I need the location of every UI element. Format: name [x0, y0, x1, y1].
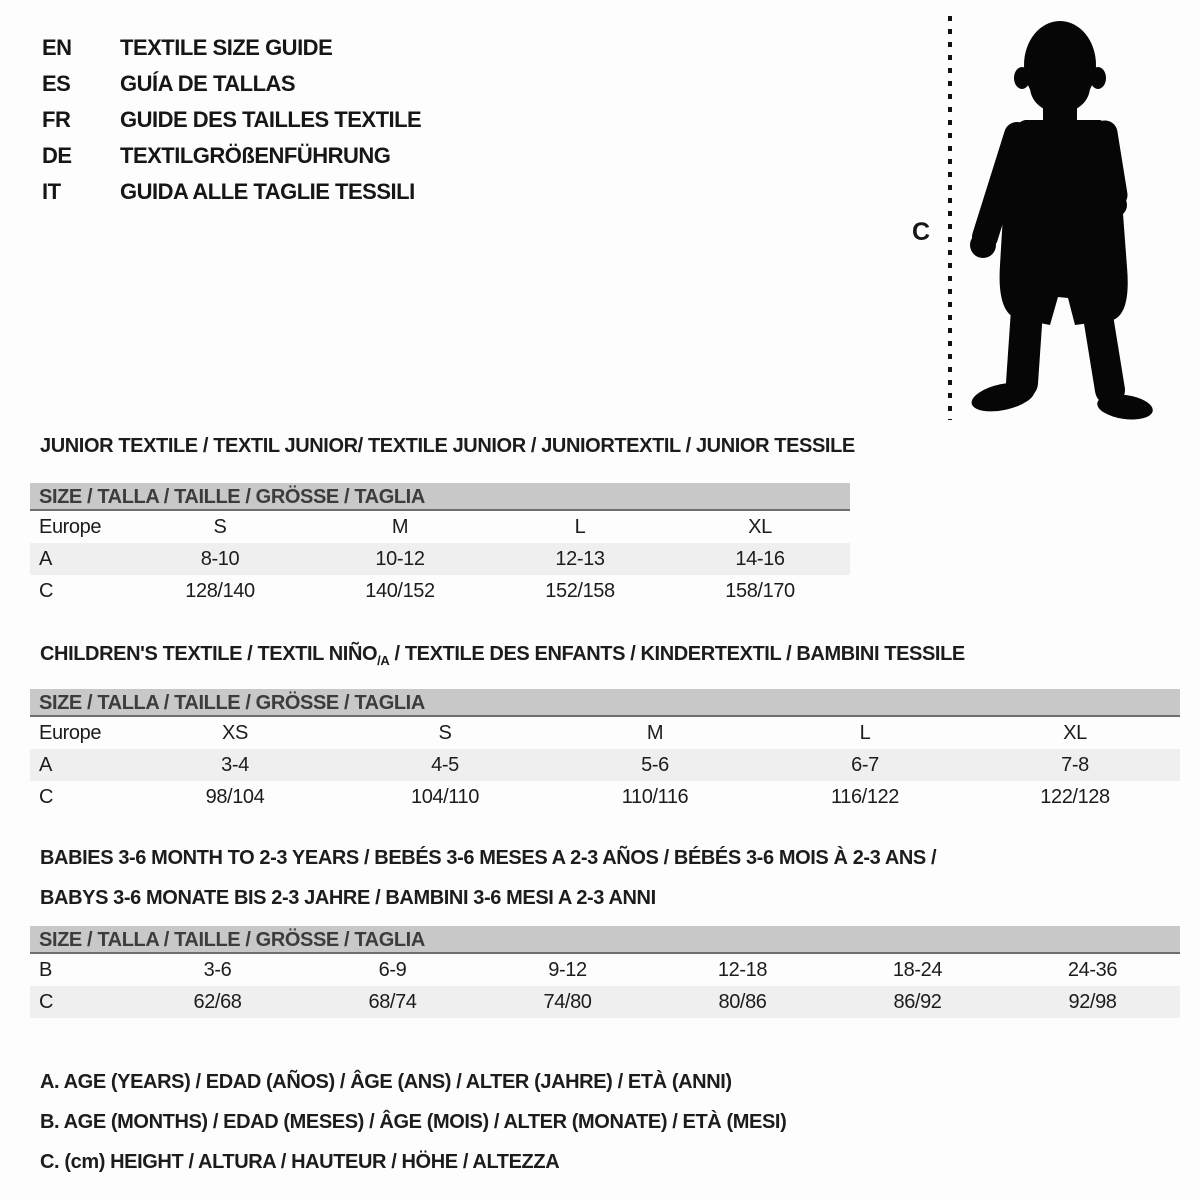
height-cell: 152/158 — [545, 579, 615, 602]
table-row — [30, 749, 1180, 781]
lang-row-es — [42, 66, 421, 102]
height-cell: 86/92 — [893, 990, 942, 1013]
junior-size-bar: SIZE / TALLA / TAILLE / GRÖSSE / TAGLIA — [30, 483, 850, 511]
size-cell: L — [574, 515, 586, 538]
lang-row-en — [42, 30, 421, 66]
size-cell: M — [646, 721, 664, 744]
junior-size-table — [30, 483, 850, 607]
children-heading-prefix: CHILDREN'S TEXTILE / TEXTIL NIÑO — [40, 643, 378, 665]
babies-section-heading — [40, 838, 936, 918]
table-row — [30, 954, 1180, 986]
lang-code: IT — [42, 179, 61, 204]
lang-code: ES — [42, 71, 71, 96]
legend-notes — [40, 1062, 786, 1182]
lang-code: EN — [42, 35, 72, 60]
lang-title: TEXTILGRÖßENFÜHRUNG — [120, 143, 391, 168]
height-cell: 68/74 — [368, 990, 417, 1013]
babies-heading-line2: BABYS 3-6 MONATE BIS 2-3 JAHRE / BAMBINI 3-6 MESI A 2-3 ANNI — [40, 887, 656, 909]
size-cell: S — [438, 721, 452, 744]
babies-heading-line1: BABIES 3-6 MONTH TO 2-3 YEARS / BEBÉS 3-6 MESES A 2-3 AÑOS / BÉBÉS 3-6 MOIS À 2-3 ANS / — [40, 847, 937, 869]
lang-title: GUIDA ALLE TAGLIE TESSILI — [120, 179, 415, 204]
age-cell: 3-4 — [221, 753, 249, 776]
row-label: B — [39, 958, 52, 981]
height-cell: 110/116 — [621, 785, 689, 808]
language-title-list — [42, 30, 421, 210]
age-cell: 18-24 — [892, 958, 943, 981]
size-cell: XL — [1063, 721, 1087, 744]
row-label: C — [39, 990, 54, 1013]
table-row — [30, 511, 850, 543]
age-cell: 14-16 — [735, 547, 785, 570]
children-section-heading — [40, 643, 965, 668]
height-cell: 62/68 — [193, 990, 242, 1013]
table-row — [30, 575, 850, 607]
table-row — [30, 986, 1180, 1018]
row-label: A — [39, 547, 52, 570]
height-cell: 80/86 — [718, 990, 767, 1013]
children-heading-suffix: / TEXTILE DES ENFANTS / KINDERTEXTIL / BAMBINI TESSILE — [389, 643, 965, 665]
table-row — [30, 781, 1180, 813]
age-cell: 7-8 — [1061, 753, 1089, 776]
toddler-silhouette-icon — [900, 10, 1200, 424]
junior-section-heading: JUNIOR TEXTILE / TEXTIL JUNIOR/ TEXTILE JUNIOR / JUNIORTEXTIL / JUNIOR TESSILE — [40, 435, 855, 457]
lang-row-fr — [42, 102, 421, 138]
age-cell: 5-6 — [641, 753, 669, 776]
row-label: Europe — [39, 721, 102, 744]
lang-row-de — [42, 138, 421, 174]
size-cell: M — [391, 515, 409, 538]
children-size-bar: SIZE / TALLA / TAILLE / GRÖSSE / TAGLIA — [30, 689, 1180, 717]
age-cell: 8-10 — [200, 547, 240, 570]
size-cell: XS — [222, 721, 248, 744]
height-cell: 122/128 — [1040, 785, 1110, 808]
note-age-months: B. AGE (MONTHS) / EDAD (MESES) / ÂGE (MOIS) / ALTER (MONATE) / ETÀ (MESI) — [40, 1111, 787, 1133]
age-cell: 9-12 — [548, 958, 587, 981]
height-cell: 128/140 — [185, 579, 255, 602]
size-cell: XL — [748, 515, 772, 538]
row-label: C — [39, 579, 54, 602]
height-cell: 140/152 — [365, 579, 435, 602]
lang-code: DE — [42, 143, 72, 168]
height-cell: 116/122 — [830, 785, 899, 808]
note-age-years: A. AGE (YEARS) / EDAD (AÑOS) / ÂGE (ANS) / ALTER (JAHRE) / ETÀ (ANNI) — [40, 1071, 732, 1093]
age-cell: 6-7 — [851, 753, 879, 776]
row-label: C — [39, 785, 54, 808]
size-cell: S — [213, 515, 227, 538]
babies-size-table — [30, 926, 1180, 1018]
row-label: A — [39, 753, 52, 776]
children-size-table — [30, 689, 1180, 813]
toddler-figure — [900, 10, 1200, 424]
babies-size-bar: SIZE / TALLA / TAILLE / GRÖSSE / TAGLIA — [30, 926, 1180, 954]
table-row — [30, 543, 850, 575]
age-cell: 12-13 — [555, 547, 605, 570]
age-cell: 6-9 — [378, 958, 407, 981]
height-cell: 158/170 — [725, 579, 795, 602]
age-cell: 3-6 — [203, 958, 232, 981]
lang-row-it — [42, 174, 421, 210]
children-heading-sub: /A — [377, 653, 390, 668]
height-measure-label: C — [912, 218, 931, 246]
lang-title: GUÍA DE TALLAS — [120, 71, 296, 96]
age-cell: 10-12 — [375, 547, 425, 570]
age-cell: 24-36 — [1067, 958, 1118, 981]
height-cell: 92/98 — [1068, 990, 1117, 1013]
age-cell: 4-5 — [431, 753, 459, 776]
size-cell: L — [859, 721, 871, 744]
height-cell: 104/110 — [410, 785, 479, 808]
table-row — [30, 717, 1180, 749]
lang-title: GUIDE DES TAILLES TEXTILE — [120, 107, 422, 132]
height-cell: 98/104 — [205, 785, 265, 808]
lang-title: TEXTILE SIZE GUIDE — [120, 35, 333, 60]
height-cell: 74/80 — [543, 990, 592, 1013]
note-height-cm: C. (cm) HEIGHT / ALTURA / HAUTEUR / HÖHE / ALTEZZA — [40, 1151, 560, 1173]
row-label: Europe — [39, 515, 102, 538]
lang-code: FR — [42, 107, 71, 132]
age-cell: 12-18 — [717, 958, 768, 981]
